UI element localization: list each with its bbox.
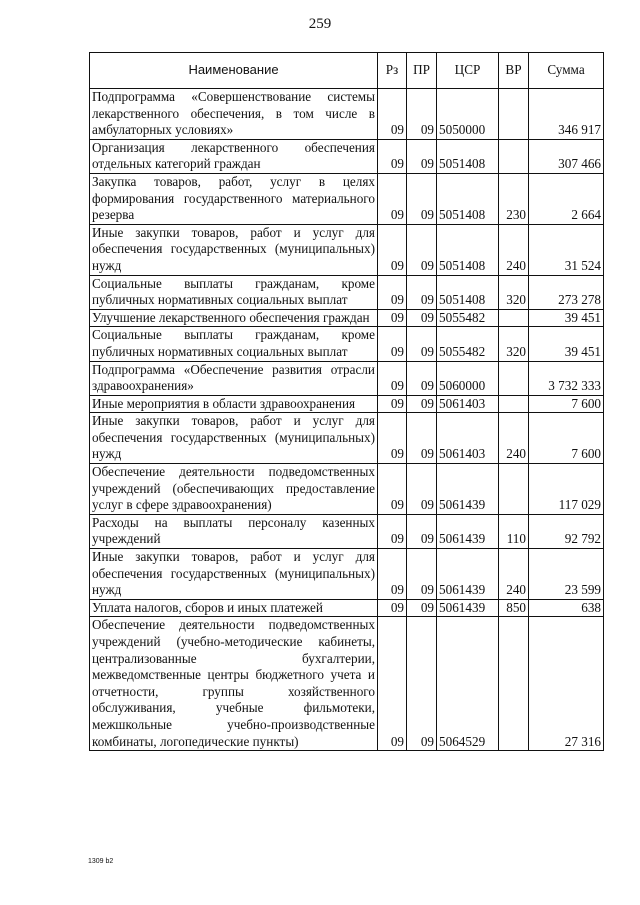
row-rz-cell: 09 [378,309,407,327]
table-row [90,599,604,617]
row-rz-cell: 09 [378,327,407,361]
row-pr-cell: 09 [407,224,437,275]
row-name-cell: Расходы на выплаты персоналу казенных учреждений [90,514,378,548]
row-csr-cell: 5051408 [437,173,499,224]
row-pr-cell: 09 [407,327,437,361]
header-vr: ВР [499,53,529,89]
row-sum-cell: 3 732 333 [529,361,604,395]
row-csr-cell: 5064529 [437,617,499,751]
row-csr-cell: 5061439 [437,599,499,617]
row-rz-cell: 09 [378,617,407,751]
row-csr-cell: 5061403 [437,395,499,413]
row-csr-cell: 5061439 [437,514,499,548]
row-csr-cell: 5060000 [437,361,499,395]
row-sum-cell: 27 316 [529,617,604,751]
row-vr-cell: 240 [499,549,529,600]
row-vr-cell [499,361,529,395]
row-csr-cell: 5051408 [437,275,499,309]
row-name-cell: Иные закупки товаров, работ и услуг для обеспечения государственных (муниципальных) нужд [90,549,378,600]
row-sum-cell: 23 599 [529,549,604,600]
header-rz: Рз [378,53,407,89]
row-name-cell: Социальные выплаты гражданам, кроме публичных нормативных социальных выплат [90,327,378,361]
row-pr-cell: 09 [407,599,437,617]
row-rz-cell: 09 [378,361,407,395]
row-sum-cell: 117 029 [529,464,604,515]
row-csr-cell: 5061403 [437,413,499,464]
header-csr: ЦСР [437,53,499,89]
table-row [90,89,604,140]
row-rz-cell: 09 [378,464,407,515]
table-row [90,275,604,309]
table-row [90,413,604,464]
table-row [90,224,604,275]
row-name-cell: Иные мероприятия в области здравоохранения [90,395,378,413]
row-sum-cell: 31 524 [529,224,604,275]
row-vr-cell [499,309,529,327]
header-name: Наименование [90,53,378,89]
row-name-cell: Обеспечение деятельности подведомственных учреждений (учебно-методические кабинеты, централизованные бухгалтерии, межведомственные центры бюджетного учета и отчетности, группы хозяйственного обслуживания, учебные фильмотеки, межшкольные учебно-производственные комбинаты, логопедические пункты) [90,617,378,751]
row-csr-cell: 5055482 [437,309,499,327]
row-pr-cell: 09 [407,514,437,548]
row-rz-cell: 09 [378,395,407,413]
row-pr-cell: 09 [407,173,437,224]
row-rz-cell: 09 [378,89,407,140]
row-vr-cell: 320 [499,275,529,309]
row-pr-cell: 09 [407,139,437,173]
row-name-cell: Социальные выплаты гражданам, кроме публичных нормативных социальных выплат [90,275,378,309]
row-pr-cell: 09 [407,361,437,395]
row-pr-cell: 09 [407,89,437,140]
header-pr: ПР [407,53,437,89]
row-rz-cell: 09 [378,549,407,600]
row-name-cell: Иные закупки товаров, работ и услуг для обеспечения государственных (муниципальных) нужд [90,224,378,275]
row-vr-cell [499,395,529,413]
row-rz-cell: 09 [378,139,407,173]
row-vr-cell: 230 [499,173,529,224]
row-name-cell: Обеспечение деятельности подведомственных учреждений (обеспечивающих предоставление услуг в сфере здравоохранения) [90,464,378,515]
row-rz-cell: 09 [378,514,407,548]
row-csr-cell: 5051408 [437,139,499,173]
row-vr-cell [499,139,529,173]
row-pr-cell: 09 [407,464,437,515]
table-row [90,514,604,548]
row-vr-cell [499,617,529,751]
table-row [90,309,604,327]
table-row [90,549,604,600]
table-header-row [90,53,604,89]
row-csr-cell: 5050000 [437,89,499,140]
table-row [90,173,604,224]
row-sum-cell: 7 600 [529,413,604,464]
row-sum-cell: 346 917 [529,89,604,140]
footer-code: 1309 b2 [88,858,114,865]
header-sum: Сумма [529,53,604,89]
table-row [90,395,604,413]
page-number: 259 [308,16,332,32]
row-pr-cell: 09 [407,395,437,413]
row-rz-cell: 09 [378,275,407,309]
row-name-cell: Улучшение лекарственного обеспечения граждан [90,309,378,327]
row-name-cell: Подпрограмма «Совершенствование системы лекарственного обеспечения, в том числе в амбулаторных условиях» [90,89,378,140]
row-pr-cell: 09 [407,549,437,600]
row-rz-cell: 09 [378,599,407,617]
row-pr-cell: 09 [407,617,437,751]
row-sum-cell: 638 [529,599,604,617]
row-sum-cell: 92 792 [529,514,604,548]
row-rz-cell: 09 [378,413,407,464]
row-vr-cell: 110 [499,514,529,548]
row-pr-cell: 09 [407,275,437,309]
row-sum-cell: 2 664 [529,173,604,224]
row-rz-cell: 09 [378,173,407,224]
row-csr-cell: 5061439 [437,549,499,600]
row-vr-cell [499,464,529,515]
budget-table [89,52,604,751]
table-row [90,464,604,515]
row-vr-cell: 850 [499,599,529,617]
row-name-cell: Иные закупки товаров, работ и услуг для обеспечения государственных (муниципальных) нужд [90,413,378,464]
row-csr-cell: 5055482 [437,327,499,361]
row-csr-cell: 5051408 [437,224,499,275]
row-csr-cell: 5061439 [437,464,499,515]
row-name-cell: Уплата налогов, сборов и иных платежей [90,599,378,617]
row-pr-cell: 09 [407,309,437,327]
row-sum-cell: 39 451 [529,309,604,327]
row-vr-cell: 320 [499,327,529,361]
row-sum-cell: 307 466 [529,139,604,173]
row-vr-cell: 240 [499,413,529,464]
row-sum-cell: 7 600 [529,395,604,413]
row-name-cell: Организация лекарственного обеспечения отдельных категорий граждан [90,139,378,173]
table-row [90,617,604,751]
row-vr-cell: 240 [499,224,529,275]
row-sum-cell: 39 451 [529,327,604,361]
row-vr-cell [499,89,529,140]
row-pr-cell: 09 [407,413,437,464]
table-row [90,139,604,173]
row-name-cell: Закупка товаров, работ, услуг в целях формирования государственного материального резерва [90,173,378,224]
row-sum-cell: 273 278 [529,275,604,309]
table-row [90,361,604,395]
table-row [90,327,604,361]
row-rz-cell: 09 [378,224,407,275]
row-name-cell: Подпрограмма «Обеспечение развития отрасли здравоохранения» [90,361,378,395]
